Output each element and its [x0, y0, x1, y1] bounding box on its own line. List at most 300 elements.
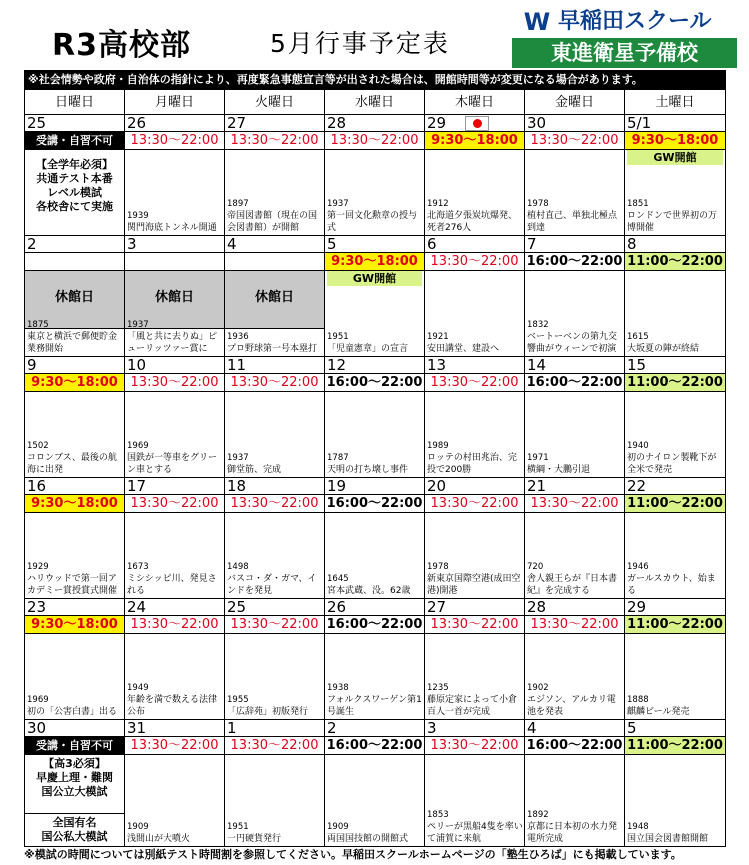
- hours-row: [24, 737, 726, 755]
- trivia-event: 浅間山が大噴火: [127, 834, 191, 844]
- date-number: 23: [27, 599, 47, 616]
- logo-w-icon: W: [523, 8, 551, 36]
- trivia-event: 「風と共に去りぬ」ピューリッツァー賞に: [127, 332, 218, 354]
- day-body: [625, 513, 726, 599]
- date-number: 2: [327, 720, 337, 737]
- hours-row: [24, 132, 726, 150]
- date-number: 29: [627, 599, 647, 616]
- trivia-text: [27, 441, 123, 476]
- school-name: R3高校部: [52, 28, 191, 63]
- day-body: [625, 634, 726, 720]
- trivia-year: 1937: [227, 453, 249, 463]
- trivia-event: 京都に日本初の水力発電所完成: [527, 822, 618, 844]
- date-row: [24, 599, 726, 616]
- trivia-event: 国立国会図書館開館: [627, 834, 709, 844]
- hours-cell: 13:30～22:00: [225, 374, 325, 392]
- notice-bottom: ※模試の時間については別紙テスト時間割を参照してください。早稲田スクールホームページの「塾生ひろば」にも掲載しています。: [24, 848, 682, 861]
- date-row: [24, 720, 726, 737]
- trivia-year: 1937: [327, 199, 349, 209]
- trivia-year: 1875: [27, 320, 49, 330]
- trivia-text: [127, 822, 223, 845]
- date-number: 30: [27, 720, 47, 737]
- date-cell: [425, 599, 525, 616]
- trivia-year: 1912: [427, 199, 449, 209]
- day-body: [325, 513, 425, 599]
- hours-cell: 16:00～22:00: [525, 374, 625, 392]
- date-cell: [225, 720, 325, 737]
- hours-cell: 16:00～22:00: [325, 374, 425, 392]
- trivia-year: 1897: [227, 199, 249, 209]
- date-number: 5: [327, 236, 337, 253]
- trivia-year: 1498: [227, 562, 249, 572]
- trivia-year: 1969: [127, 441, 149, 451]
- trivia-text: [527, 199, 623, 234]
- trivia-event: 安田講堂、建設へ: [427, 344, 500, 354]
- date-number: 4: [527, 720, 537, 737]
- trivia-text: [527, 453, 623, 476]
- day-body: [525, 150, 625, 236]
- trivia-year: 1937: [127, 320, 149, 330]
- hours-cell: [125, 253, 225, 271]
- day-body: [325, 634, 425, 720]
- trivia-year: 1235: [427, 683, 449, 693]
- trivia-event: 第一回文化勲章の授与式: [327, 211, 418, 233]
- trivia-year: 1940: [627, 441, 649, 451]
- trivia-year: 1673: [127, 562, 149, 572]
- trivia-year: 1851: [627, 199, 649, 209]
- trivia-text: [627, 695, 724, 718]
- logo-top: [512, 8, 737, 36]
- date-row: [24, 357, 726, 374]
- hours-cell: 受講・自習不可: [24, 132, 125, 150]
- date-cell: [425, 478, 525, 495]
- trivia-year: 1929: [27, 562, 49, 572]
- trivia-event: 横綱・大鵬引退: [527, 465, 591, 475]
- hours-cell: 13:30～22:00: [425, 374, 525, 392]
- day-body: [125, 513, 225, 599]
- logo-sub: 東進衛星予備校: [512, 38, 737, 68]
- hours-row: [24, 495, 726, 513]
- weekday-header: 土曜日: [625, 89, 726, 115]
- date-cell: [125, 599, 225, 616]
- date-number: 30: [527, 115, 547, 132]
- body-row: [24, 150, 726, 236]
- date-cell: [125, 720, 225, 737]
- hours-cell: 13:30～22:00: [125, 132, 225, 150]
- day-body: [325, 271, 425, 357]
- trivia-text: [427, 562, 523, 597]
- date-number: 14: [527, 357, 547, 374]
- date-number: 27: [427, 599, 447, 616]
- trivia-event: 藤原定家によって小倉百人一首が完成: [427, 695, 518, 717]
- trivia-text: [227, 695, 323, 718]
- trivia-year: 1978: [427, 562, 449, 572]
- date-cell: [625, 478, 726, 495]
- trivia-year: 1921: [427, 332, 449, 342]
- trivia-event: ロンドンで世界初の万博開催: [627, 211, 718, 233]
- hours-cell: 11:00～22:00: [625, 616, 726, 634]
- hours-cell: 13:30～22:00: [125, 374, 225, 392]
- trivia-year: 1892: [527, 810, 549, 820]
- hours-cell: 16:00～22:00: [325, 495, 425, 513]
- day-body: [225, 634, 325, 720]
- trivia-text: [527, 562, 623, 597]
- trivia-year: 1955: [227, 695, 249, 705]
- body-row: [24, 634, 726, 720]
- trivia-year: 1787: [327, 453, 349, 463]
- date-cell: [24, 478, 125, 495]
- hours-cell: 16:00～22:00: [325, 616, 425, 634]
- day-body: [225, 392, 325, 478]
- hours-cell: 13:30～22:00: [225, 132, 325, 150]
- hours-cell: 13:30～22:00: [425, 253, 525, 271]
- exam-note-2: 全国有名 国公私大模試: [25, 813, 124, 844]
- trivia-year: 1832: [527, 320, 549, 330]
- trivia-year: 1902: [527, 683, 549, 693]
- day-body: [425, 755, 525, 847]
- date-cell: [525, 720, 625, 737]
- date-cell: [625, 236, 726, 253]
- hours-cell: 9:30～18:00: [24, 495, 125, 513]
- date-cell: [125, 357, 225, 374]
- trivia-year: 1888: [627, 695, 649, 705]
- date-number: 2: [27, 236, 37, 253]
- date-number: 20: [427, 478, 447, 495]
- date-cell: [225, 357, 325, 374]
- trivia-text: [327, 822, 423, 845]
- date-number: 28: [527, 599, 547, 616]
- date-number: 1: [227, 720, 237, 737]
- body-row: [24, 392, 726, 478]
- trivia-event: 麒麟ビール発売: [627, 707, 690, 717]
- trivia-year: 1909: [127, 822, 149, 832]
- day-body: [24, 392, 125, 478]
- trivia-text: [627, 562, 724, 597]
- date-cell: [325, 115, 425, 132]
- day-body: [325, 392, 425, 478]
- date-number: 3: [127, 236, 137, 253]
- trivia-event: エジソン、アルカリ電池を発表: [527, 695, 616, 717]
- trivia-text: [127, 683, 223, 718]
- trivia-text: [27, 695, 123, 718]
- trivia-text: [527, 320, 623, 355]
- date-number: 29: [427, 115, 447, 132]
- trivia-event: 一円硬貨発行: [227, 834, 282, 844]
- trivia-event: 大坂夏の陣が終結: [627, 344, 700, 354]
- hours-cell: 13:30～22:00: [125, 737, 225, 755]
- trivia-event: 「広辞苑」初版発行: [227, 707, 309, 717]
- header: [0, 0, 749, 70]
- weekday-header-row: [24, 89, 726, 115]
- day-body: [425, 392, 525, 478]
- trivia-text: [227, 822, 323, 845]
- trivia-text: [527, 810, 623, 845]
- date-number: 21: [527, 478, 547, 495]
- hours-cell: 13:30～22:00: [525, 495, 625, 513]
- japan-flag-icon: [465, 116, 489, 131]
- hours-cell: 13:30～22:00: [125, 495, 225, 513]
- date-cell: [425, 236, 525, 253]
- date-cell: [325, 478, 425, 495]
- trivia-text: [27, 320, 123, 355]
- date-cell: [625, 115, 726, 132]
- date-cell: [125, 478, 225, 495]
- date-number: 25: [227, 599, 247, 616]
- logo-name: 早稲田スクール: [558, 9, 712, 34]
- hours-cell: [225, 253, 325, 271]
- hours-cell: 9:30～18:00: [24, 374, 125, 392]
- hours-cell: 13:30～22:00: [225, 737, 325, 755]
- date-cell: [325, 720, 425, 737]
- gw-open-badge: GW開館: [327, 271, 422, 286]
- trivia-year: 1938: [327, 683, 349, 693]
- date-cell: [125, 236, 225, 253]
- body-row: [24, 513, 726, 599]
- trivia-event: 初の「公害白書」出る: [27, 707, 118, 717]
- hours-cell: [24, 253, 125, 271]
- trivia-year: 1978: [527, 199, 549, 209]
- day-body: [125, 271, 225, 357]
- hours-cell: 9:30～18:00: [24, 616, 125, 634]
- trivia-year: 1949: [127, 683, 149, 693]
- exam-note: 【全学年必須】 共通テスト本番 レベル模試 各校舎にて実施: [36, 158, 113, 213]
- trivia-event: 国鉄が一等車をグリーン車とする: [127, 453, 218, 475]
- hours-cell: 13:30～22:00: [425, 737, 525, 755]
- date-number: 11: [227, 357, 247, 374]
- day-body: [625, 150, 726, 236]
- hours-cell: 16:00～22:00: [525, 253, 625, 271]
- date-cell: [24, 599, 125, 616]
- date-number: 12: [327, 357, 347, 374]
- hours-cell: 11:00～22:00: [625, 253, 726, 271]
- trivia-year: 1951: [327, 332, 349, 342]
- date-number: 5/1: [627, 115, 652, 132]
- trivia-text: [327, 574, 423, 597]
- day-body: [525, 755, 625, 847]
- trivia-text: [427, 199, 523, 234]
- page-title: 5月行事予定表: [270, 29, 450, 58]
- notice-top: ※社会情勢や政府・自治体の指針により、再度緊急事態宣言等が出された場合は、開館時間等が変更になる場合があります。: [24, 70, 726, 89]
- trivia-event: 新東京国際空港(成田空港)開港: [427, 574, 521, 596]
- trivia-event: フォルクスワーゲン第1号誕生: [327, 695, 422, 717]
- date-cell: [24, 720, 125, 737]
- day-body: [225, 755, 325, 847]
- trivia-year: 1951: [227, 822, 249, 832]
- trivia-year: 1645: [327, 574, 349, 584]
- logo: [512, 8, 737, 68]
- trivia-text: [327, 453, 423, 476]
- hours-cell: 13:30～22:00: [225, 616, 325, 634]
- trivia-text: [427, 441, 523, 476]
- trivia-event: 天明の打ち壊し事件: [327, 465, 409, 475]
- date-cell: [425, 720, 525, 737]
- trivia-year: 1989: [427, 441, 449, 451]
- day-body: [525, 634, 625, 720]
- trivia-text: [627, 199, 724, 234]
- day-body: [125, 634, 225, 720]
- trivia-text: [427, 683, 523, 718]
- day-body: [525, 392, 625, 478]
- date-cell: [625, 357, 726, 374]
- trivia-text: [427, 810, 523, 845]
- date-number: 27: [227, 115, 247, 132]
- hours-cell: 13:30～22:00: [525, 616, 625, 634]
- date-number: 16: [27, 478, 47, 495]
- date-cell: [625, 599, 726, 616]
- trivia-text: [127, 441, 223, 476]
- calendar: [24, 89, 726, 847]
- trivia-event: ペリーが黒船4隻を率いて浦賀に来航: [427, 822, 523, 844]
- trivia-text: [527, 683, 623, 718]
- hours-cell: 9:30～18:00: [625, 132, 726, 150]
- body-row: [24, 271, 726, 357]
- exam-note: 【高3必須】 早慶上理・難関 国公立大模試: [36, 757, 113, 798]
- trivia-text: [227, 332, 323, 355]
- date-cell: [525, 236, 625, 253]
- hours-row: [24, 253, 726, 271]
- trivia-event: 北海道夕張炭坑爆発、死者276人: [427, 211, 518, 233]
- trivia-event: プロ野球第一号本塁打: [227, 344, 318, 354]
- day-body: [225, 150, 325, 236]
- trivia-event: 「児童憲章」の宣言: [327, 344, 409, 354]
- date-number: 5: [627, 720, 637, 737]
- trivia-text: [327, 332, 423, 355]
- day-body: [425, 513, 525, 599]
- date-row: [24, 478, 726, 495]
- hours-cell: 11:00～22:00: [625, 374, 726, 392]
- day-body: [225, 271, 325, 357]
- hours-cell: 9:30～18:00: [425, 132, 525, 150]
- trivia-text: [27, 562, 123, 597]
- date-number: 26: [327, 599, 347, 616]
- trivia-event: 宮本武蔵、没。62歳: [327, 586, 411, 596]
- trivia-event: 両国国技館の開館式: [327, 834, 409, 844]
- hours-row: [24, 374, 726, 392]
- date-cell: [525, 478, 625, 495]
- trivia-event: ベートーベンの第九交響曲がウィーンで初演: [527, 332, 618, 354]
- hours-cell: 13:30～22:00: [425, 616, 525, 634]
- day-body: [425, 150, 525, 236]
- date-cell: [525, 357, 625, 374]
- hours-cell: 11:00～22:00: [625, 495, 726, 513]
- trivia-year: 1948: [627, 822, 649, 832]
- hours-cell: 受講・自習不可: [24, 737, 125, 755]
- trivia-year: 1615: [627, 332, 649, 342]
- date-cell: [225, 115, 325, 132]
- body-row: [24, 755, 726, 847]
- date-row: [24, 236, 726, 253]
- trivia-text: [127, 320, 223, 355]
- date-row: [24, 115, 726, 132]
- date-number: 4: [227, 236, 237, 253]
- trivia-year: 1971: [527, 453, 549, 463]
- trivia-event: ガールスカウト、始まる: [627, 574, 716, 596]
- trivia-text: [327, 199, 423, 234]
- hours-cell: 16:00～22:00: [525, 737, 625, 755]
- date-number: 26: [127, 115, 147, 132]
- date-number: 28: [327, 115, 347, 132]
- day-body: [425, 634, 525, 720]
- trivia-text: [627, 441, 724, 476]
- date-cell: [24, 357, 125, 374]
- date-cell: [225, 478, 325, 495]
- weekday-header: 日曜日: [24, 89, 125, 115]
- day-body: [425, 271, 525, 357]
- day-body: [24, 513, 125, 599]
- trivia-event: ミシシッピ川、発見される: [127, 574, 217, 596]
- trivia-event: 関門海底トンネル開通: [127, 223, 217, 233]
- date-cell: [325, 357, 425, 374]
- date-cell: [625, 720, 726, 737]
- weekday-header: 火曜日: [225, 89, 325, 115]
- day-body: [24, 150, 125, 236]
- hours-cell: 13:30～22:00: [525, 132, 625, 150]
- hours-cell: 11:00～22:00: [625, 737, 726, 755]
- trivia-text: [227, 453, 323, 476]
- day-body: [525, 513, 625, 599]
- hours-cell: 13:30～22:00: [325, 132, 425, 150]
- hours-row: [24, 616, 726, 634]
- trivia-event: バスコ・ダ・ガマ、インドを発見: [227, 574, 317, 596]
- date-number: 15: [627, 357, 647, 374]
- trivia-year: 1936: [227, 332, 249, 342]
- weekday-header: 木曜日: [425, 89, 525, 115]
- trivia-year: 1909: [327, 822, 349, 832]
- trivia-year: 1969: [27, 695, 49, 705]
- trivia-text: [427, 332, 523, 355]
- trivia-event: ロッテの村田兆治、完投で200勝: [427, 453, 517, 475]
- date-number: 8: [627, 236, 637, 253]
- trivia-text: [627, 822, 724, 845]
- date-number: 31: [127, 720, 147, 737]
- day-body: [625, 755, 726, 847]
- trivia-year: 1946: [627, 562, 649, 572]
- date-cell: [125, 115, 225, 132]
- trivia-text: [127, 562, 223, 597]
- trivia-year: 1853: [427, 810, 449, 820]
- trivia-year: 1502: [27, 441, 49, 451]
- hours-cell: 13:30～22:00: [425, 495, 525, 513]
- hours-cell: 13:30～22:00: [125, 616, 225, 634]
- trivia-event: ハリウッドで第一回アカデミー賞授賞式開催: [27, 574, 118, 596]
- day-body: [625, 271, 726, 357]
- closed-day-label: 休館日: [54, 290, 94, 306]
- weekday-header: 水曜日: [325, 89, 425, 115]
- hours-cell: 13:30～22:00: [225, 495, 325, 513]
- day-body: [24, 271, 125, 357]
- date-cell: [325, 236, 425, 253]
- date-number: 10: [127, 357, 147, 374]
- date-cell: [425, 357, 525, 374]
- day-body: [125, 150, 225, 236]
- date-number: 24: [127, 599, 147, 616]
- date-number: 25: [27, 115, 47, 132]
- day-body: [125, 392, 225, 478]
- trivia-event: コロンブス、最後の航海に出発: [27, 453, 117, 475]
- day-body: [24, 755, 125, 847]
- day-body: [325, 755, 425, 847]
- date-number: 3: [427, 720, 437, 737]
- date-cell: [425, 115, 525, 132]
- date-cell: [225, 236, 325, 253]
- date-number: 13: [427, 357, 447, 374]
- date-cell: [525, 115, 625, 132]
- closed-day-label: 休館日: [254, 290, 294, 306]
- trivia-text: [327, 683, 423, 718]
- trivia-event: 舎人親王らが『日本書紀』を完成する: [527, 574, 618, 596]
- trivia-text: [127, 211, 223, 234]
- trivia-text: [627, 332, 724, 355]
